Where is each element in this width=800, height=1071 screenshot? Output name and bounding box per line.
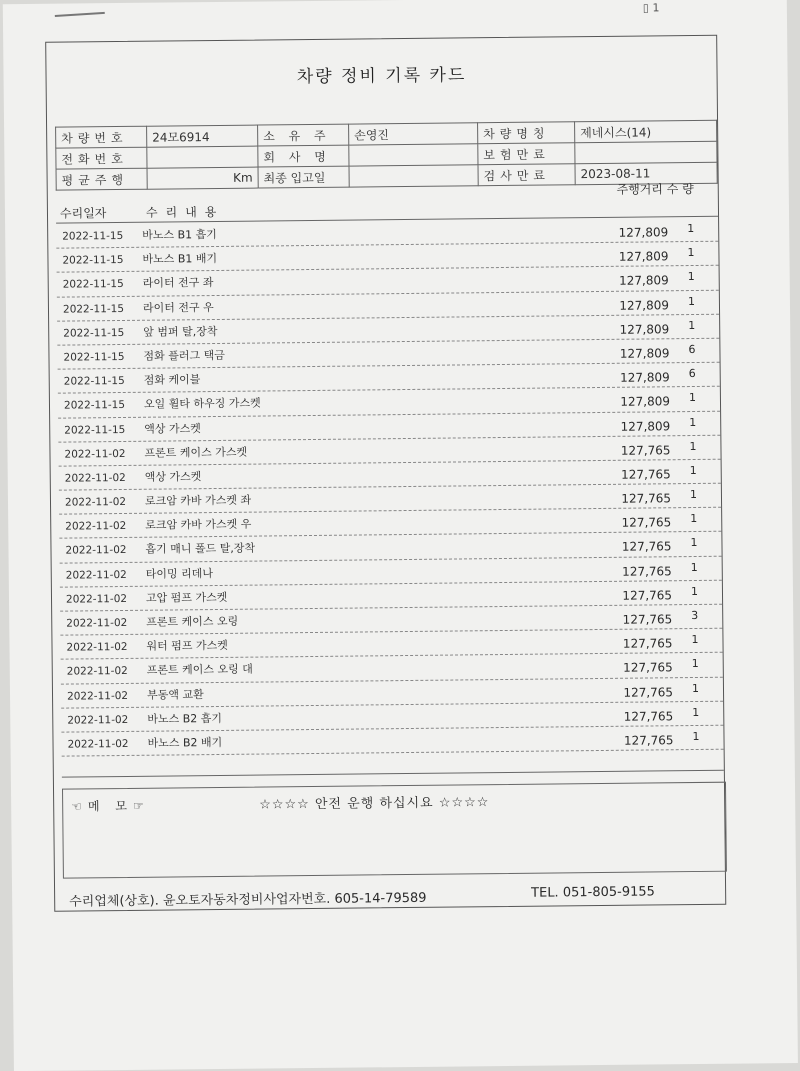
repair-qty: 3 [691, 608, 699, 623]
vehicle-name-value: 제네시스(14) [575, 120, 717, 142]
repair-date: 2022-11-02 [66, 665, 128, 678]
repair-mileage: 127,765 [622, 636, 673, 651]
repair-qty: 1 [689, 488, 698, 502]
repair-date: 2022-11-15 [64, 423, 126, 437]
repair-content: 프론트 케이스 오링 [146, 614, 239, 629]
repair-date: 2022-11-02 [64, 447, 126, 461]
repair-content: 타이밍 리데나 [145, 566, 214, 581]
repair-content: 점화 플러그 택금 [143, 348, 225, 363]
repair-qty: 1 [689, 415, 697, 429]
repair-date: 2022-11-02 [67, 713, 129, 727]
repair-date: 2022-11-02 [65, 544, 127, 558]
repair-content: 프론트 케이스 가스켓 [144, 445, 248, 460]
repair-date: 2022-11-15 [63, 399, 126, 412]
repair-date: 2022-11-15 [63, 326, 125, 340]
maintenance-card [45, 35, 726, 912]
repair-date: 2022-11-02 [64, 471, 126, 485]
page-number: ▯ 1 [642, 1, 660, 15]
repair-qty: 6 [688, 367, 696, 381]
repair-content: 고압 펌프 가스켓 [145, 590, 228, 605]
owner-label: 소 유 주 [258, 124, 349, 146]
staple-mark [55, 12, 105, 21]
repair-qty: 1 [692, 705, 700, 719]
repair-mileage: 127,765 [620, 442, 671, 458]
repair-content: 바노스 B1 흡기 [142, 227, 217, 242]
repair-content: 워터 펌프 가스켓 [146, 639, 228, 653]
inspection-label: 검사만료 [478, 164, 575, 186]
repair-mileage: 127,765 [623, 684, 674, 700]
repair-mileage: 127,809 [619, 297, 670, 313]
page-number-value: 1 [652, 1, 660, 15]
document-paper [3, 0, 798, 1071]
mileage-qty-header: 주행거리 수 량 [616, 181, 694, 197]
repair-content: 바노스 B2 배기 [147, 735, 223, 750]
repair-content: 바노스 B1 배기 [142, 252, 218, 266]
card-title: 차량 정비 기록 카드 [296, 65, 467, 88]
vehicle-no-label: 차량번호 [56, 126, 147, 148]
repair-content: 액상 가스켓 [144, 421, 201, 436]
repair-content: 앞 범퍼 탈,장착 [143, 324, 218, 339]
repair-mileage: 127,765 [622, 563, 672, 579]
repair-content: 오일 휠타 하우징 가스켓 [143, 396, 261, 412]
repair-mileage: 127,809 [620, 394, 671, 410]
vehicle-name-label: 차량명칭 [478, 122, 575, 144]
repair-shop-info: 수리업체(상호). 윤오토자동차정비사업자번호. 605-14-79589 [69, 890, 427, 910]
phone-value [147, 146, 258, 168]
repair-date: 2022-11-02 [66, 616, 128, 630]
memo-box [62, 782, 727, 879]
repair-date: 2022-11-02 [66, 689, 129, 703]
repair-date: 2022-11-15 [62, 229, 124, 243]
repair-content: 바노스 B2 흡기 [147, 711, 223, 726]
repair-content: 라이터 전구 좌 [142, 276, 214, 291]
repair-date: 2022-11-02 [64, 496, 127, 509]
repair-mileage: 127,765 [621, 539, 672, 555]
repair-qty: 1 [687, 270, 695, 284]
repair-mileage: 127,809 [618, 225, 669, 240]
repair-date: 2022-11-02 [65, 568, 127, 582]
repair-mileage: 127,809 [618, 249, 669, 264]
repair-list [56, 218, 724, 757]
repair-mileage: 127,809 [619, 273, 669, 289]
repair-mileage: 127,809 [620, 370, 670, 385]
repair-date-header: 수리일자 [59, 206, 107, 221]
repair-qty: 1 [689, 463, 697, 477]
repair-qty: 1 [687, 221, 695, 236]
repair-mileage: 127,809 [620, 418, 671, 434]
repair-qty: 6 [688, 342, 696, 356]
repair-date: 2022-11-02 [66, 641, 128, 654]
avg-mileage-label: 평균주행 [56, 168, 147, 190]
repair-mileage: 127,809 [619, 346, 670, 361]
repair-content: 부동액 교환 [146, 687, 204, 702]
repair-date: 2022-11-02 [65, 592, 128, 606]
repair-date: 2022-11-15 [62, 254, 124, 267]
repair-content: 점화 케이블 [143, 373, 201, 387]
repair-date: 2022-11-02 [67, 737, 129, 751]
shop-phone: TEL. 051-805-9155 [531, 884, 655, 901]
repair-mileage: 127,765 [621, 491, 672, 506]
repair-content: 로크암 카바 가스켓 좌 [144, 493, 252, 508]
repair-content: 라이터 전구 우 [142, 300, 214, 315]
repair-date: 2022-11-02 [65, 520, 127, 533]
repair-qty: 1 [687, 246, 695, 260]
repair-qty: 1 [691, 657, 699, 671]
repair-qty: 1 [690, 560, 698, 574]
repair-mileage: 127,765 [623, 733, 674, 748]
repair-content: 로크암 카바 가스켓 우 [145, 517, 252, 533]
vehicle-no-value: 24모6914 [147, 125, 258, 147]
repair-mileage: 127,765 [623, 708, 674, 724]
repair-qty: 1 [689, 439, 697, 453]
repair-content: 프론트 케이스 오링 대 [146, 663, 253, 678]
repair-qty: 1 [691, 633, 699, 647]
repair-content: 흡기 매니 폴드 탈,장착 [145, 542, 256, 557]
repair-qty: 1 [688, 391, 697, 405]
repair-date: 2022-11-15 [62, 302, 125, 316]
repair-mileage: 127,765 [621, 467, 671, 482]
repair-qty: 1 [690, 512, 698, 526]
memo-label: ☜메 모☞ [71, 798, 150, 814]
repair-qty: 1 [690, 536, 698, 550]
avg-mileage-unit: Km [147, 167, 258, 189]
repair-content: 액상 가스켓 [144, 470, 202, 484]
repair-qty: 1 [688, 318, 696, 332]
company-value [349, 144, 478, 166]
repair-mileage: 127,765 [622, 588, 673, 603]
memo-text: ☆☆☆☆ 안전 운행 하십시요 ☆☆☆☆ [259, 795, 490, 813]
repair-date: 2022-11-15 [62, 278, 124, 291]
last-entry-label: 최종 입고일 [258, 166, 349, 188]
repair-content-header: 수리내용 [145, 204, 225, 220]
repair-mileage: 127,765 [622, 612, 673, 627]
repair-mileage: 127,765 [623, 660, 673, 676]
repair-qty: 1 [692, 729, 700, 743]
repair-date: 2022-11-15 [63, 350, 125, 364]
owner-value: 손영진 [349, 123, 478, 145]
repair-qty: 1 [690, 584, 699, 598]
insurance-value [575, 141, 717, 163]
repair-mileage: 127,809 [619, 322, 670, 337]
insurance-label: 보험만료 [478, 143, 575, 165]
inspection-value: 2023-08-11 [575, 162, 717, 184]
repair-mileage: 127,765 [621, 515, 672, 531]
phone-label: 전화번호 [56, 147, 147, 169]
company-label: 회 사 명 [258, 145, 349, 167]
repair-qty: 1 [691, 681, 700, 695]
repair-date: 2022-11-15 [63, 375, 125, 388]
last-entry-value [349, 165, 478, 187]
repair-qty: 1 [687, 294, 696, 308]
